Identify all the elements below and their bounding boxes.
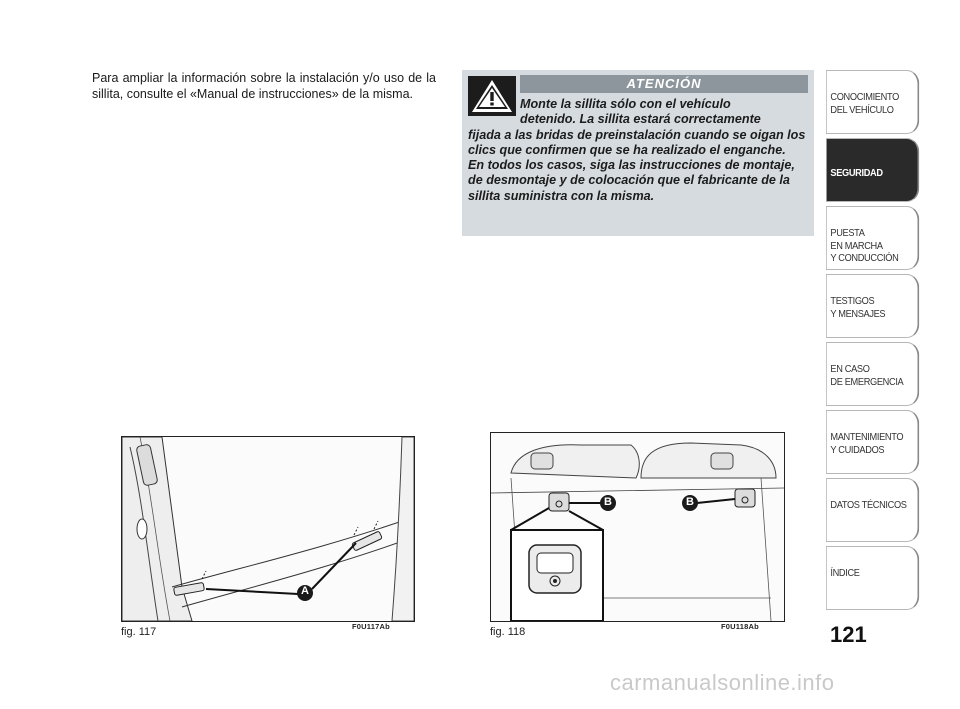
warning-text xyxy=(468,97,810,204)
sidebar-tab-label: CONOCIMIENTO xyxy=(830,91,899,103)
warning-paragraph-2: En todos los casos, siga las instrucciones de montaje, de desmontaje y de colocación que el fabricante de la sillita suministra con la misma. xyxy=(468,158,795,203)
figure-117-label-a: A xyxy=(301,585,309,597)
sidebar-tab-5[interactable] xyxy=(826,410,919,474)
figure-118-illustration xyxy=(490,432,785,622)
sidebar-tab-label: PUESTA xyxy=(830,227,865,239)
sidebar-tab-label: DEL VEHÍCULO xyxy=(830,103,894,116)
figure-118-label-b2: B xyxy=(686,496,694,508)
warning-line-1: Monte la sillita sólo con el vehículo xyxy=(520,97,731,111)
warning-line-rest: fijada a las bridas de preinstalación cuando se oigan los clics que confirmen que se ha realizado el enganche. xyxy=(468,127,806,157)
figure-118-code: F0U118Ab xyxy=(721,622,759,631)
sidebar-tab-7[interactable] xyxy=(826,546,919,610)
sidebar-tab-label: EN CASO xyxy=(830,363,870,375)
intro-paragraph: Para ampliar la información sobre la instalación y/o uso de la sillita, consulte el «Manual de instrucciones» de la misma. xyxy=(92,71,436,101)
sidebar-tab-0[interactable] xyxy=(826,70,919,134)
sidebar-tab-label: EN MARCHA xyxy=(830,239,883,252)
warning-box xyxy=(462,70,814,236)
sidebar-tab-2[interactable] xyxy=(826,206,919,270)
sidebar-tab-label: Y CUIDADOS xyxy=(830,443,885,456)
sidebar-tab-label: ÍNDICE xyxy=(830,567,860,579)
sidebar-tab-label: DATOS TÉCNICOS xyxy=(830,499,907,511)
watermark-text: carmanualsonline.info xyxy=(610,670,835,695)
figure-118-label-b1: B xyxy=(604,496,612,508)
chapter-index-sidebar xyxy=(826,70,919,614)
page-number: 121 xyxy=(830,622,867,647)
sidebar-tab-label: Y CONDUCCIÓN xyxy=(830,252,899,264)
figure-117-caption: fig. 117 xyxy=(121,626,157,638)
figure-117-code: F0U117Ab xyxy=(352,622,390,631)
figure-117-illustration xyxy=(121,436,415,622)
sidebar-tab-label: DE EMERGENCIA xyxy=(830,375,904,388)
sidebar-tab-1[interactable] xyxy=(826,138,919,202)
figure-118-caption: fig. 118 xyxy=(490,626,526,638)
sidebar-tab-label: Y MENSAJES xyxy=(830,307,886,320)
sidebar-tab-4[interactable] xyxy=(826,342,919,406)
warning-line-2: detenido. La sillita estará correctamente xyxy=(520,112,761,127)
sidebar-tab-label: SEGURIDAD xyxy=(830,167,883,179)
sidebar-tab-label: TESTIGOS xyxy=(830,295,875,307)
sidebar-tab-3[interactable] xyxy=(826,274,919,338)
warning-header: ATENCIÓN xyxy=(520,75,808,93)
sidebar-tab-label: MANTENIMIENTO xyxy=(830,431,904,443)
sidebar-tab-6[interactable] xyxy=(826,478,919,542)
